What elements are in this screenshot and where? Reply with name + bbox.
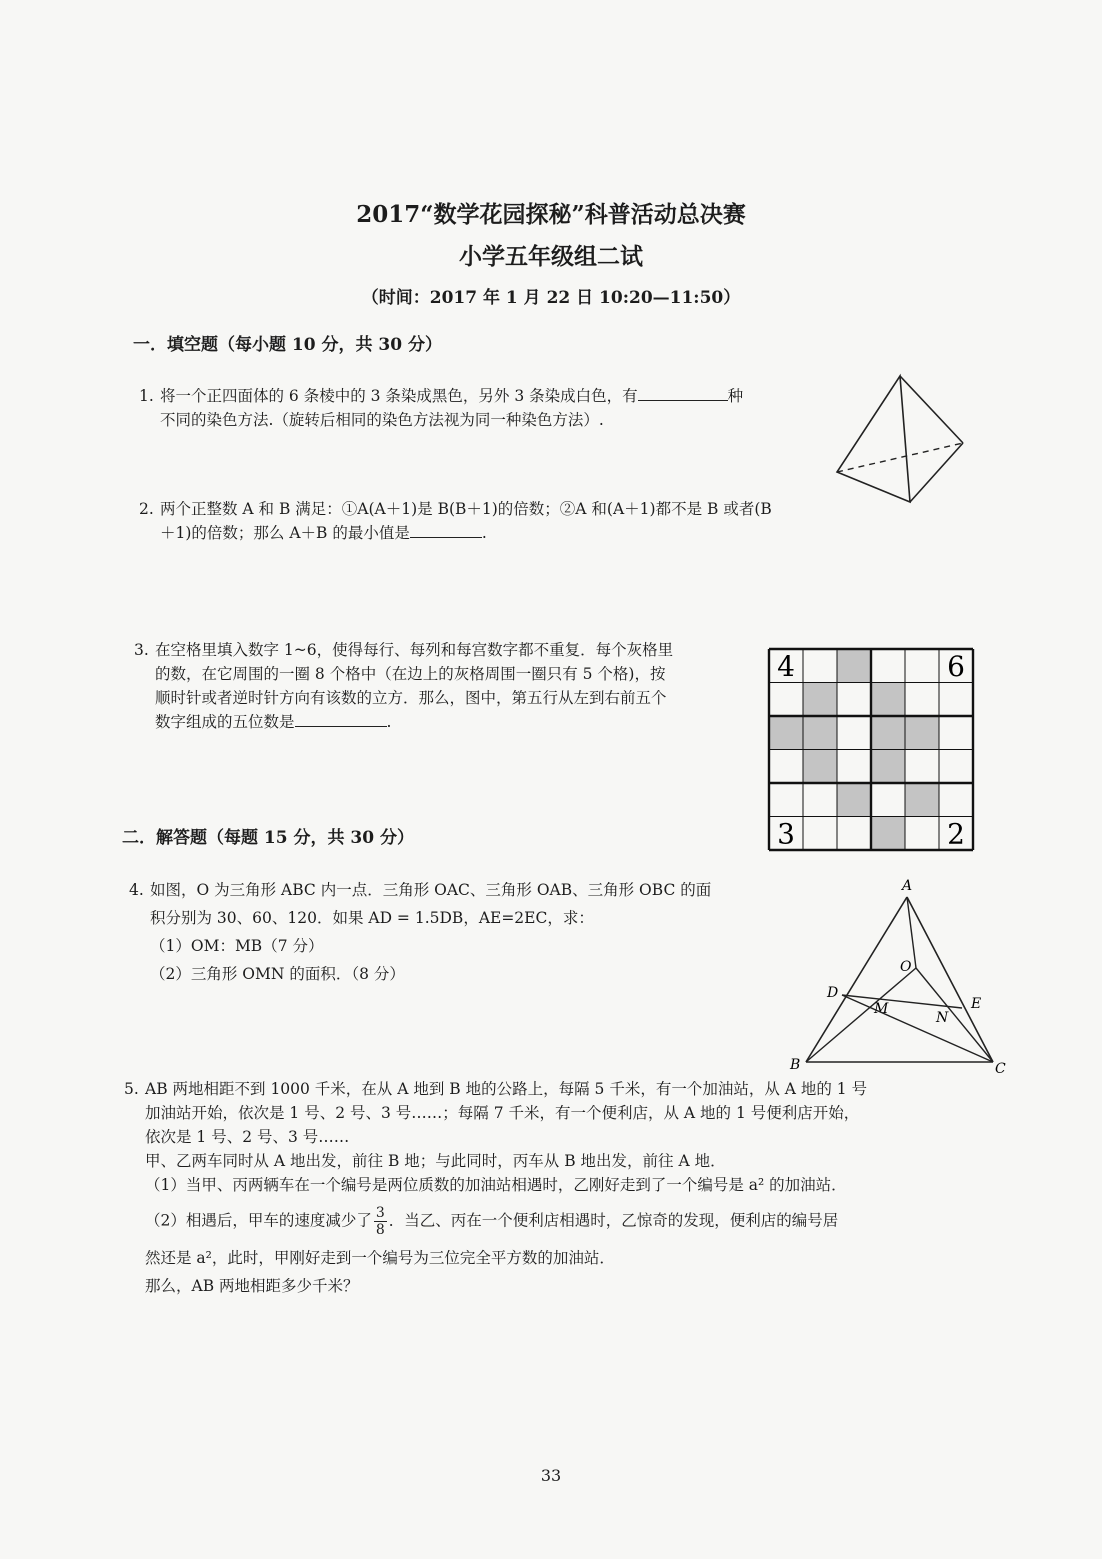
segment-ao bbox=[907, 897, 916, 968]
answer-blank bbox=[295, 710, 387, 727]
question-text: 的数，在它周围的一圈 8 个格中（在边上的灰格周围一圈只有 5 个格)，按 bbox=[155, 665, 666, 683]
answer-blank bbox=[410, 521, 482, 538]
question-text: 不同的染色方法.（旋转后相同的染色方法视为同一种染色方法）. bbox=[160, 411, 604, 429]
question-part: （1）OM：MB（7 分） bbox=[150, 937, 324, 955]
label-o: O bbox=[900, 959, 912, 975]
question-text: 然还是 a²，此时，甲刚好走到一个编号为三位完全平方数的加油站． bbox=[145, 1249, 615, 1267]
fraction-numerator: 3 bbox=[375, 1205, 385, 1221]
tetrahedron-front-face bbox=[837, 376, 910, 502]
page-title: 2017“数学花园探秘”科普活动总决赛 bbox=[356, 201, 746, 228]
question-text: . bbox=[481, 524, 487, 542]
gray-cell bbox=[769, 716, 803, 750]
question-text: 数字组成的五位数是 bbox=[155, 713, 295, 731]
gray-cell bbox=[871, 683, 905, 717]
grid-number: 4 bbox=[777, 649, 795, 683]
grid-number: 2 bbox=[947, 817, 965, 851]
question-number: 4. bbox=[129, 881, 144, 899]
triangle-figure bbox=[780, 870, 1020, 1085]
gray-cell bbox=[871, 817, 905, 851]
question-part: （2）三角形 OMN 的面积．（8 分） bbox=[150, 965, 405, 983]
gray-cell bbox=[803, 683, 837, 717]
question-text: 加油站开始，依次是 1 号、2 号、3 号……；每隔 7 千米，有一个便利店，从 A 地的 1 号便利店开始， bbox=[145, 1104, 860, 1122]
fraction bbox=[374, 1205, 387, 1238]
question-text: 种 bbox=[727, 387, 744, 405]
question-text: 那么，AB 两地相距多少千米？ bbox=[145, 1277, 359, 1295]
question-text: 将一个正四面体的 6 条棱中的 3 条染成黑色，另外 3 条染成白色，有 bbox=[160, 387, 638, 405]
grid-number: 3 bbox=[777, 817, 795, 851]
tetrahedron-figure bbox=[830, 370, 970, 510]
sudoku-grid bbox=[766, 646, 976, 854]
triangle-side-ab bbox=[806, 897, 907, 1062]
question-number: 5. bbox=[124, 1080, 139, 1098]
tetrahedron-edge bbox=[910, 443, 963, 502]
gray-cell bbox=[803, 716, 837, 750]
section-heading-fill-in: 一．填空题（每小题 10 分，共 30 分） bbox=[133, 335, 442, 355]
label-d: D bbox=[827, 985, 839, 1001]
label-m: M bbox=[874, 1001, 889, 1017]
gray-cell bbox=[803, 750, 837, 784]
tetrahedron-hidden-edge bbox=[837, 443, 963, 472]
gray-cell bbox=[837, 783, 871, 817]
question-number: 3. bbox=[134, 641, 149, 659]
section-heading-solutions: 二．解答题（每题 15 分，共 30 分） bbox=[122, 828, 414, 848]
question-1 bbox=[139, 384, 840, 432]
label-n: N bbox=[936, 1010, 949, 1026]
question-text: AB 两地相距不到 1000 千米，在从 A 地到 B 地的公路上，每隔 5 千米，有一个加油站，从 A 地的 1 号 bbox=[145, 1080, 868, 1098]
question-text: . bbox=[386, 713, 392, 731]
question-text: 两个正整数 A 和 B 满足：①A(A＋1)是 B(B＋1)的倍数；②A 和(A＋1)都不是 B 或者(B bbox=[160, 500, 772, 518]
question-text: 依次是 1 号、2 号、3 号…… bbox=[145, 1128, 350, 1146]
question-4 bbox=[129, 876, 790, 988]
question-text: 如图，O 为三角形 ABC 内一点．三角形 OAC、三角形 OAB、三角形 OBC 的面 bbox=[150, 881, 712, 899]
fraction-denominator: 8 bbox=[375, 1222, 385, 1238]
gray-cell bbox=[905, 783, 939, 817]
grid-number: 6 bbox=[947, 649, 965, 683]
question-number: 2. bbox=[139, 500, 154, 518]
label-a: A bbox=[902, 878, 913, 894]
gray-cell bbox=[871, 716, 905, 750]
gray-cell bbox=[905, 716, 939, 750]
question-text: 在空格里填入数字 1~6，使得每行、每列和每宫数字都不重复．每个灰格里 bbox=[155, 641, 674, 659]
segment-bo bbox=[806, 968, 916, 1062]
answer-blank bbox=[638, 384, 728, 401]
segment-co bbox=[916, 968, 993, 1062]
label-e: E bbox=[971, 996, 982, 1012]
question-text: 甲、乙两车同时从 A 地出发，前往 B 地；与此同时，丙车从 B 地出发，前往 A 地． bbox=[145, 1152, 726, 1170]
question-text: ．当乙、丙在一个便利店相遇时，乙惊奇的发现，便利店的编号居 bbox=[388, 1211, 839, 1230]
label-c: C bbox=[995, 1061, 1006, 1077]
question-text: （2）相遇后，甲车的速度减少了 bbox=[145, 1211, 372, 1230]
question-3 bbox=[134, 638, 765, 734]
page-number: 33 bbox=[540, 1466, 562, 1485]
exam-time: （时间：2017 年 1 月 22 日 10:20—11:50） bbox=[361, 288, 741, 308]
triangle-side-ac bbox=[907, 897, 993, 1062]
question-text: （1）当甲、丙两辆车在一个编号是两位质数的加油站相遇时，乙刚好走到了一个编号是 a² 的加油站． bbox=[145, 1176, 847, 1194]
question-number: 1. bbox=[139, 387, 154, 405]
question-text: ＋1)的倍数；那么 A＋B 的最小值是 bbox=[160, 524, 410, 542]
question-2 bbox=[139, 497, 840, 545]
tetrahedron-edge bbox=[900, 376, 963, 443]
gray-cell bbox=[837, 649, 871, 683]
page-subtitle: 小学五年级组二试 bbox=[459, 243, 643, 270]
question-text: 顺时针或者逆时针方向有该数的立方．那么，图中，第五行从左到右前五个 bbox=[155, 689, 667, 707]
question-5 bbox=[124, 1077, 965, 1298]
label-b: B bbox=[790, 1057, 801, 1073]
question-text: 积分别为 30、60、120．如果 AD = 1.5DB，AE=2EC，求： bbox=[150, 909, 594, 927]
gray-cell bbox=[871, 750, 905, 784]
